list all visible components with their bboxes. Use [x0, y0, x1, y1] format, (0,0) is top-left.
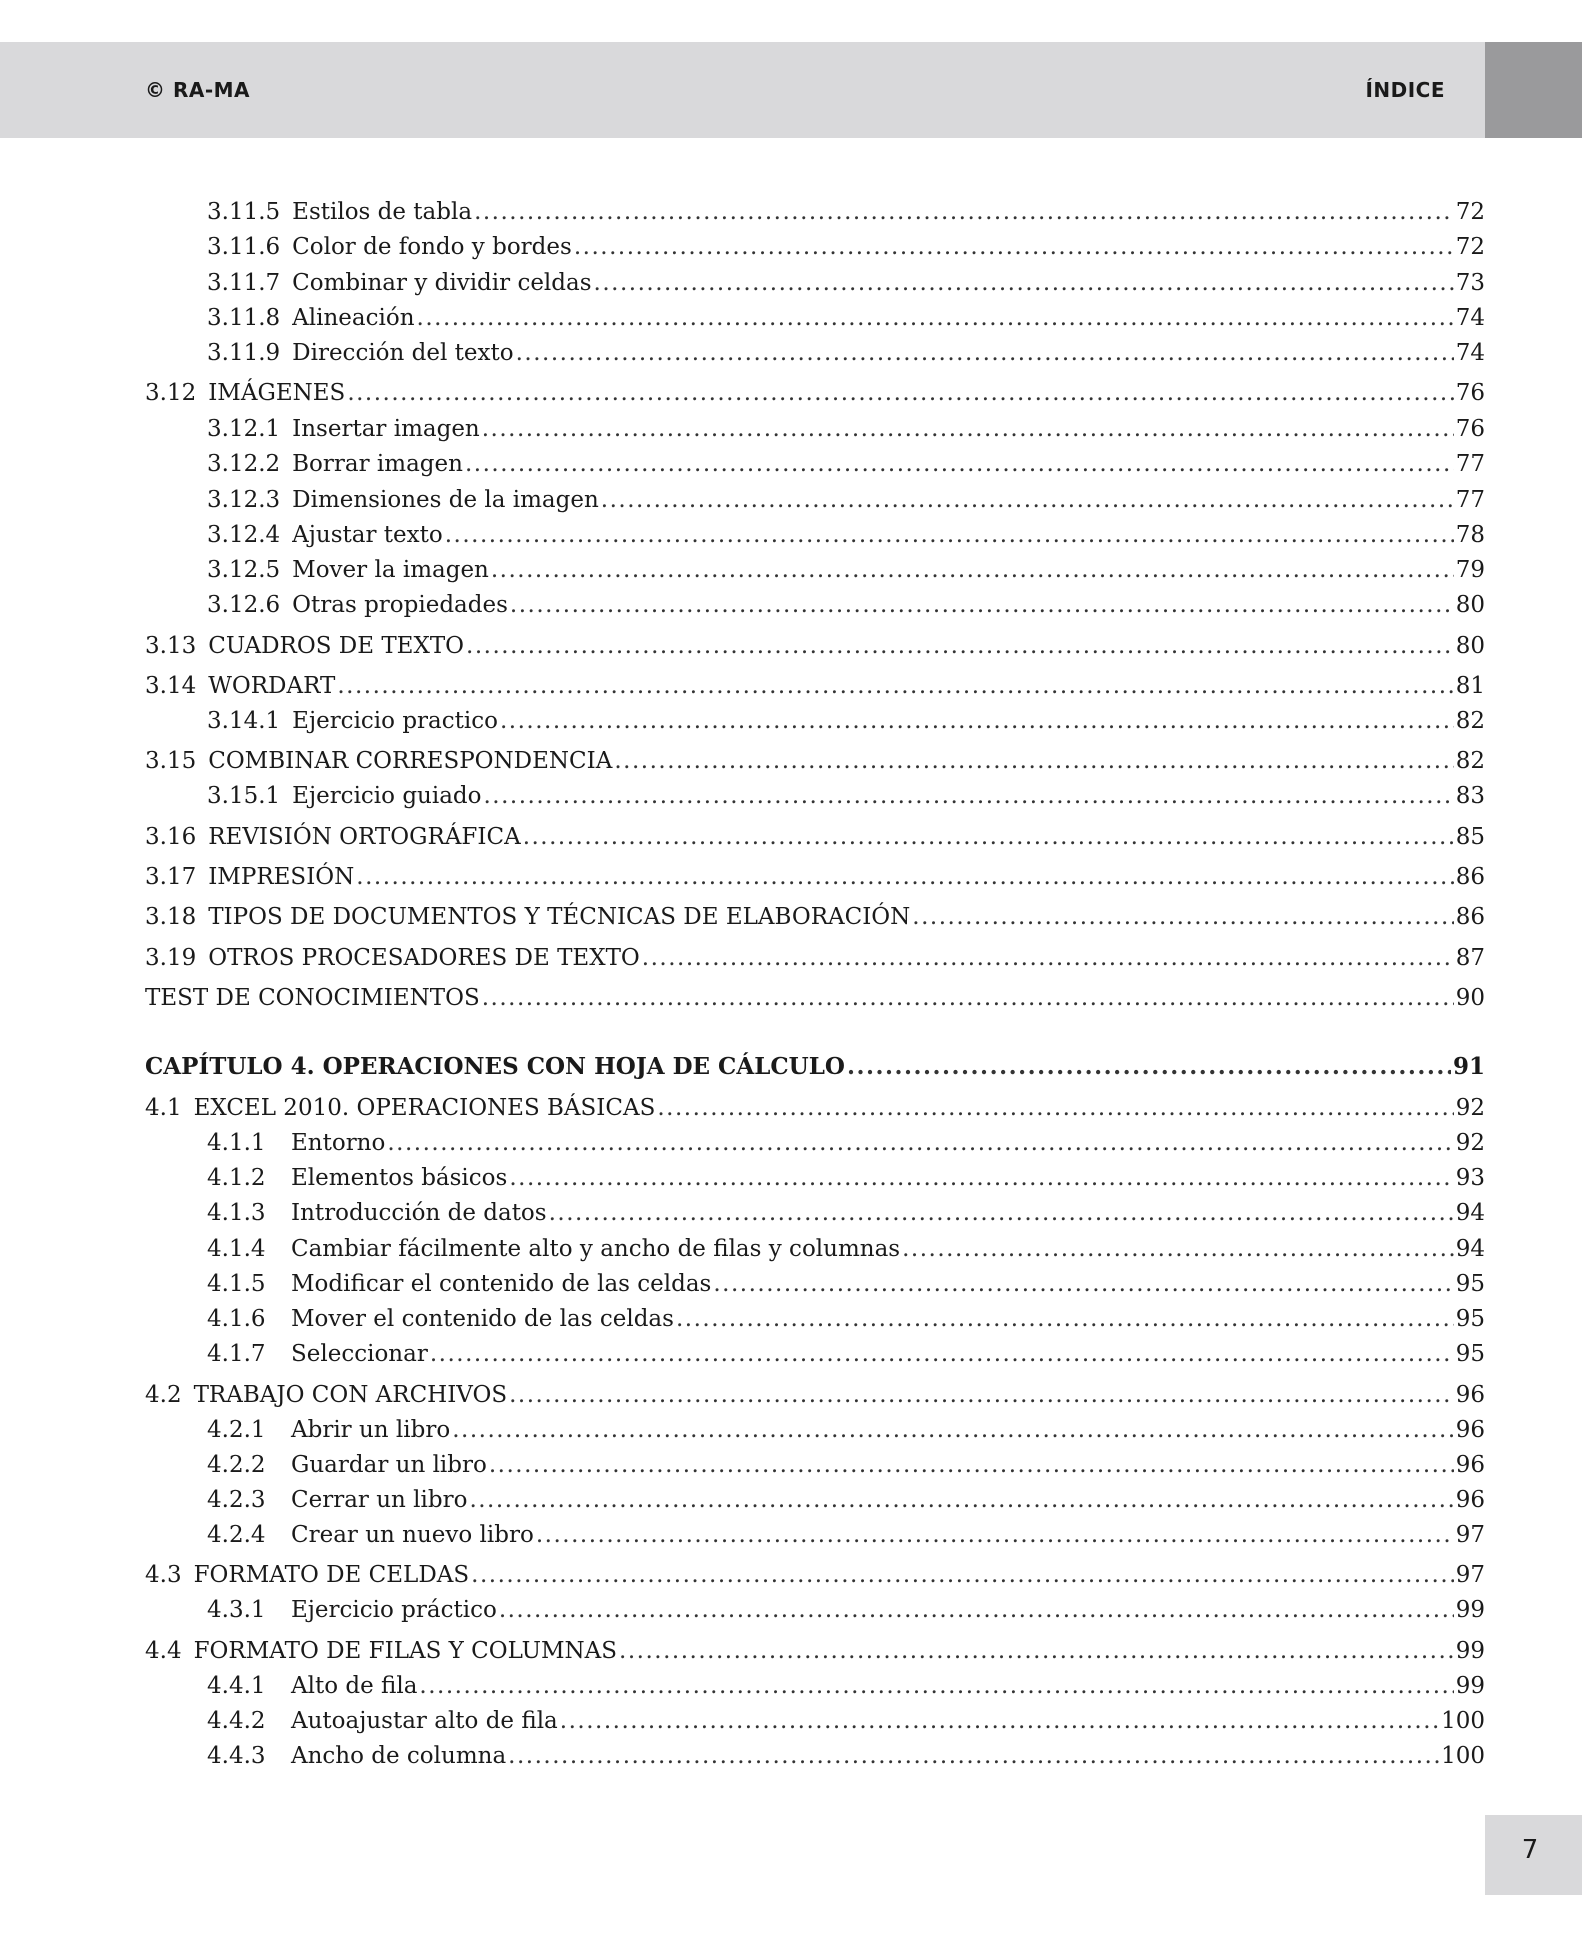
toc-entry — [145, 862, 1485, 892]
dot-leader — [430, 1339, 1454, 1369]
toc-entry-page: 80 — [1455, 592, 1485, 618]
toc-entry-page: 92 — [1455, 1130, 1485, 1156]
toc-entry — [207, 232, 1485, 262]
toc-entry — [207, 706, 1485, 736]
toc-entry-page: 100 — [1441, 1708, 1485, 1734]
toc-entry-number: 3.11.7 — [207, 270, 281, 296]
dot-leader — [574, 232, 1454, 262]
toc-entry-number: 4.1.5 — [207, 1271, 266, 1297]
toc-entry-page: 82 — [1455, 748, 1485, 774]
dot-leader — [452, 1415, 1454, 1445]
toc-entry-number: 4.1.7 — [207, 1341, 266, 1367]
toc-entry-number: 4.4.1 — [207, 1673, 266, 1699]
dot-leader — [471, 1560, 1454, 1590]
toc-entry-title: Guardar un libro — [291, 1452, 487, 1478]
dot-leader — [445, 520, 1454, 550]
toc-entry-number: 4.2 — [145, 1382, 182, 1408]
toc-entry-page: 96 — [1455, 1417, 1485, 1443]
toc-entry-title: COMBINAR CORRESPONDENCIA — [208, 748, 613, 774]
toc-entry-number: 3.19 — [145, 945, 197, 971]
dot-leader — [337, 671, 1453, 701]
toc-entry — [207, 590, 1485, 620]
toc-entry — [207, 555, 1485, 585]
toc-entry — [207, 1485, 1485, 1515]
toc-entry — [207, 197, 1485, 227]
toc-entry-title: IMÁGENES — [208, 380, 346, 406]
dot-leader — [516, 338, 1454, 368]
toc-entry-page: 87 — [1455, 945, 1485, 971]
toc-entry-number: 3.11.6 — [207, 234, 281, 260]
toc-entry-number: 4.2.1 — [207, 1417, 266, 1443]
toc-entry — [207, 338, 1485, 368]
toc-entry — [145, 746, 1485, 776]
toc-entry-page: 72 — [1455, 234, 1485, 260]
toc-entry-page: 96 — [1455, 1382, 1485, 1408]
toc-entry-page: 97 — [1455, 1522, 1485, 1548]
dot-leader — [601, 485, 1454, 515]
toc-entry-title: Seleccionar — [291, 1341, 428, 1367]
toc-entry-number: 3.11.9 — [207, 340, 281, 366]
toc-entry-page: 73 — [1455, 270, 1485, 296]
toc-entry-page: 95 — [1455, 1306, 1485, 1332]
toc-entry-number: 3.12.3 — [207, 487, 281, 513]
toc-entry-number: 3.11.8 — [207, 305, 281, 331]
toc-entry-page: 82 — [1455, 708, 1485, 734]
toc-entry-number: 3.15.1 — [207, 783, 281, 809]
toc-entry-number: 3.12.5 — [207, 557, 281, 583]
header-tab — [1485, 42, 1582, 138]
toc-entry — [207, 1304, 1485, 1334]
dot-leader — [523, 822, 1454, 852]
toc-entry-title: Borrar imagen — [292, 451, 463, 477]
toc-entry-page: 94 — [1455, 1200, 1485, 1226]
dot-leader — [499, 1595, 1454, 1625]
toc-entry-title: CAPÍTULO 4. OPERACIONES CON HOJA DE CÁLCULO — [145, 1053, 845, 1080]
dot-leader — [356, 862, 1453, 892]
toc-entry-title: Dimensiones de la imagen — [292, 487, 599, 513]
toc-entry-page: 80 — [1455, 633, 1485, 659]
toc-entry-title: Entorno — [291, 1130, 386, 1156]
toc-entry-number: 4.1.6 — [207, 1306, 266, 1332]
toc-entry-number: 4.2.3 — [207, 1487, 266, 1513]
dot-leader — [713, 1269, 1453, 1299]
toc-entry-title: Abrir un libro — [291, 1417, 451, 1443]
toc-entry-title: Autoajustar alto de fila — [291, 1708, 558, 1734]
toc-entry-number: 3.12 — [145, 380, 197, 406]
toc-entry-page: 92 — [1455, 1095, 1485, 1121]
toc-entry-page: 81 — [1455, 673, 1485, 699]
toc-entry — [207, 1163, 1485, 1193]
toc-entry-title: Otras propiedades — [292, 592, 508, 618]
toc-entry-number: 3.16 — [145, 824, 197, 850]
dot-leader — [508, 1741, 1439, 1771]
toc-entry-page: 97 — [1455, 1562, 1485, 1588]
toc-entry-page: 76 — [1455, 416, 1485, 442]
toc-entry-title: Cambiar fácilmente alto y ancho de filas y columnas — [291, 1236, 901, 1262]
toc-entry — [207, 1595, 1485, 1625]
toc-entry-number: 3.17 — [145, 864, 197, 890]
dot-leader — [419, 1671, 1453, 1701]
toc-entry-title: Introducción de datos — [291, 1200, 547, 1226]
toc-entry — [207, 268, 1485, 298]
toc-entry-title: TRABAJO CON ARCHIVOS — [193, 1382, 508, 1408]
toc-entry-title: Ancho de columna — [291, 1743, 507, 1769]
dot-leader — [642, 943, 1454, 973]
toc-entry — [145, 1636, 1485, 1666]
dot-leader — [619, 1636, 1454, 1666]
toc-entry-title: Color de fondo y bordes — [292, 234, 572, 260]
toc-entry-title: FORMATO DE FILAS Y COLUMNAS — [193, 1638, 618, 1664]
toc-entry-number: 3.14.1 — [207, 708, 281, 734]
toc-entry-number: 4.1.2 — [207, 1165, 266, 1191]
toc-entry — [207, 1234, 1485, 1264]
toc-entry — [145, 631, 1485, 661]
toc-entry-page: 99 — [1455, 1597, 1485, 1623]
toc-entry — [207, 1415, 1485, 1445]
toc-entry — [145, 378, 1485, 408]
dot-leader — [482, 983, 1454, 1013]
toc-entry-page: 78 — [1455, 522, 1485, 548]
dot-leader — [560, 1706, 1439, 1736]
dot-leader — [614, 746, 1453, 776]
toc-entry — [145, 983, 1485, 1013]
toc-entry-number: 4.4 — [145, 1638, 182, 1664]
toc-entry — [207, 449, 1485, 479]
toc-entry-page: 86 — [1455, 904, 1485, 930]
toc-entry-title: IMPRESIÓN — [208, 864, 355, 890]
toc-entry — [207, 1706, 1485, 1736]
toc-entry-title: Alineación — [292, 305, 415, 331]
toc-entry — [207, 520, 1485, 550]
toc-entry-title: Ejercicio práctico — [291, 1597, 497, 1623]
toc-entry-title: TIPOS DE DOCUMENTOS Y TÉCNICAS DE ELABORACIÓN — [208, 904, 911, 930]
toc-entry-page: 96 — [1455, 1487, 1485, 1513]
toc-entry-page: 72 — [1455, 199, 1485, 225]
toc-entry — [207, 1269, 1485, 1299]
page-number: 7 — [1521, 1835, 1539, 1865]
toc-entry-page: 100 — [1441, 1743, 1485, 1769]
toc-entry-title: OTROS PROCESADORES DE TEXTO — [208, 945, 640, 971]
dot-leader — [594, 268, 1454, 298]
toc-entry-number: 3.14 — [145, 673, 197, 699]
toc-entry-number: 4.1.1 — [207, 1130, 266, 1156]
toc-entry — [207, 1128, 1485, 1158]
toc-entry-number: 4.2.2 — [207, 1452, 266, 1478]
dot-leader — [847, 1052, 1451, 1082]
dot-leader — [509, 1380, 1454, 1410]
toc-entry-page: 79 — [1455, 557, 1485, 583]
toc-entry-title: WORDART — [208, 673, 336, 699]
toc-entry — [207, 1741, 1485, 1771]
dot-leader — [482, 414, 1454, 444]
toc-entry-title: Mover la imagen — [292, 557, 489, 583]
toc-entry-number: 3.12.6 — [207, 592, 281, 618]
toc-entry-page: 86 — [1455, 864, 1485, 890]
toc-entry-title: Cerrar un libro — [291, 1487, 468, 1513]
toc-entry-page: 95 — [1455, 1341, 1485, 1367]
dot-leader — [912, 902, 1453, 932]
toc-entry — [207, 1339, 1485, 1369]
toc-entry-page: 99 — [1455, 1673, 1485, 1699]
toc-entry-page: 77 — [1455, 451, 1485, 477]
dot-leader — [500, 706, 1454, 736]
toc-entry-page: 90 — [1455, 985, 1485, 1011]
dot-leader — [549, 1198, 1454, 1228]
toc-entry-title: Ejercicio guiado — [292, 783, 482, 809]
toc-entry — [145, 671, 1485, 701]
toc-entry-title: Combinar y dividir celdas — [292, 270, 592, 296]
toc-entry-page: 96 — [1455, 1452, 1485, 1478]
toc-entry-title: CUADROS DE TEXTO — [208, 633, 465, 659]
toc-entry-title: Insertar imagen — [292, 416, 480, 442]
section-title: ÍNDICE — [1365, 78, 1445, 102]
toc-entry-page: 91 — [1452, 1053, 1485, 1080]
toc-entry-title: Crear un nuevo libro — [291, 1522, 534, 1548]
toc-entry — [207, 1520, 1485, 1550]
dot-leader — [347, 378, 1453, 408]
toc-entry-number: 4.1.4 — [207, 1236, 266, 1262]
toc-entry — [207, 781, 1485, 811]
dot-leader — [474, 197, 1454, 227]
dot-leader — [902, 1234, 1454, 1264]
toc-entry — [207, 414, 1485, 444]
dot-leader — [510, 590, 1454, 620]
toc-entry-title: EXCEL 2010. OPERACIONES BÁSICAS — [193, 1095, 656, 1121]
toc-entry — [207, 1671, 1485, 1701]
toc-entry-page: 99 — [1455, 1638, 1485, 1664]
toc-entry-title: Ajustar texto — [292, 522, 443, 548]
toc-entry-page: 95 — [1455, 1271, 1485, 1297]
toc-entry-number: 4.4.3 — [207, 1743, 266, 1769]
toc-entry — [145, 943, 1485, 973]
toc-entry-number: 4.2.4 — [207, 1522, 266, 1548]
toc-entry-page: 74 — [1455, 340, 1485, 366]
dot-leader — [484, 781, 1454, 811]
toc-entry — [145, 1560, 1485, 1590]
toc-entry-number: 4.1 — [145, 1095, 182, 1121]
toc-entry-page: 77 — [1455, 487, 1485, 513]
toc-entry-title: REVISIÓN ORTOGRÁFICA — [208, 824, 521, 850]
toc-entry-number: 4.4.2 — [207, 1708, 266, 1734]
toc-entry — [145, 902, 1485, 932]
toc-entry — [145, 822, 1485, 852]
toc-entry-title: Alto de fila — [291, 1673, 418, 1699]
dot-leader — [676, 1304, 1454, 1334]
dot-leader — [466, 631, 1454, 661]
toc-entry-title: Dirección del texto — [292, 340, 514, 366]
toc-entry-title: TEST DE CONOCIMIENTOS — [145, 985, 480, 1011]
toc-entry-title: Mover el contenido de las celdas — [291, 1306, 674, 1332]
toc-entry-page: 94 — [1455, 1236, 1485, 1262]
toc-entry-page: 76 — [1455, 380, 1485, 406]
toc-entry-title: FORMATO DE CELDAS — [193, 1562, 470, 1588]
toc-entry-title: Elementos básicos — [291, 1165, 508, 1191]
dot-leader — [387, 1128, 1453, 1158]
toc-chapter — [145, 1052, 1485, 1082]
toc-entry-page: 85 — [1455, 824, 1485, 850]
toc-entry-number: 3.15 — [145, 748, 197, 774]
toc-entry-page: 74 — [1455, 305, 1485, 331]
dot-leader — [417, 303, 1454, 333]
toc-entry-number: 4.1.3 — [207, 1200, 266, 1226]
toc-entry — [145, 1093, 1485, 1123]
toc-entry-number: 3.12.4 — [207, 522, 281, 548]
dot-leader — [469, 1485, 1453, 1515]
publisher-copyright: © RA-MA — [145, 78, 251, 102]
toc-entry-number: 3.18 — [145, 904, 197, 930]
toc-entry — [207, 1450, 1485, 1480]
dot-leader — [509, 1163, 1453, 1193]
dot-leader — [489, 1450, 1454, 1480]
toc-entry-page: 93 — [1455, 1165, 1485, 1191]
toc-entry-title: Modificar el contenido de las celdas — [291, 1271, 712, 1297]
toc-entry-number: 4.3.1 — [207, 1597, 266, 1623]
toc-entry — [207, 485, 1485, 515]
toc-entry-number: 4.3 — [145, 1562, 182, 1588]
toc-entry-number: 3.13 — [145, 633, 197, 659]
toc-entry — [145, 1380, 1485, 1410]
dot-leader — [465, 449, 1454, 479]
toc-entry-number: 3.12.2 — [207, 451, 281, 477]
dot-leader — [536, 1520, 1454, 1550]
toc-entry-number: 3.12.1 — [207, 416, 281, 442]
toc-entry-title: Ejercicio practico — [292, 708, 498, 734]
toc-entry-title: Estilos de tabla — [292, 199, 473, 225]
toc-entry — [207, 1198, 1485, 1228]
toc-entry-number: 3.11.5 — [207, 199, 281, 225]
dot-leader — [491, 555, 1454, 585]
dot-leader — [657, 1093, 1453, 1123]
toc-entry — [207, 303, 1485, 333]
toc-entry-page: 83 — [1455, 783, 1485, 809]
